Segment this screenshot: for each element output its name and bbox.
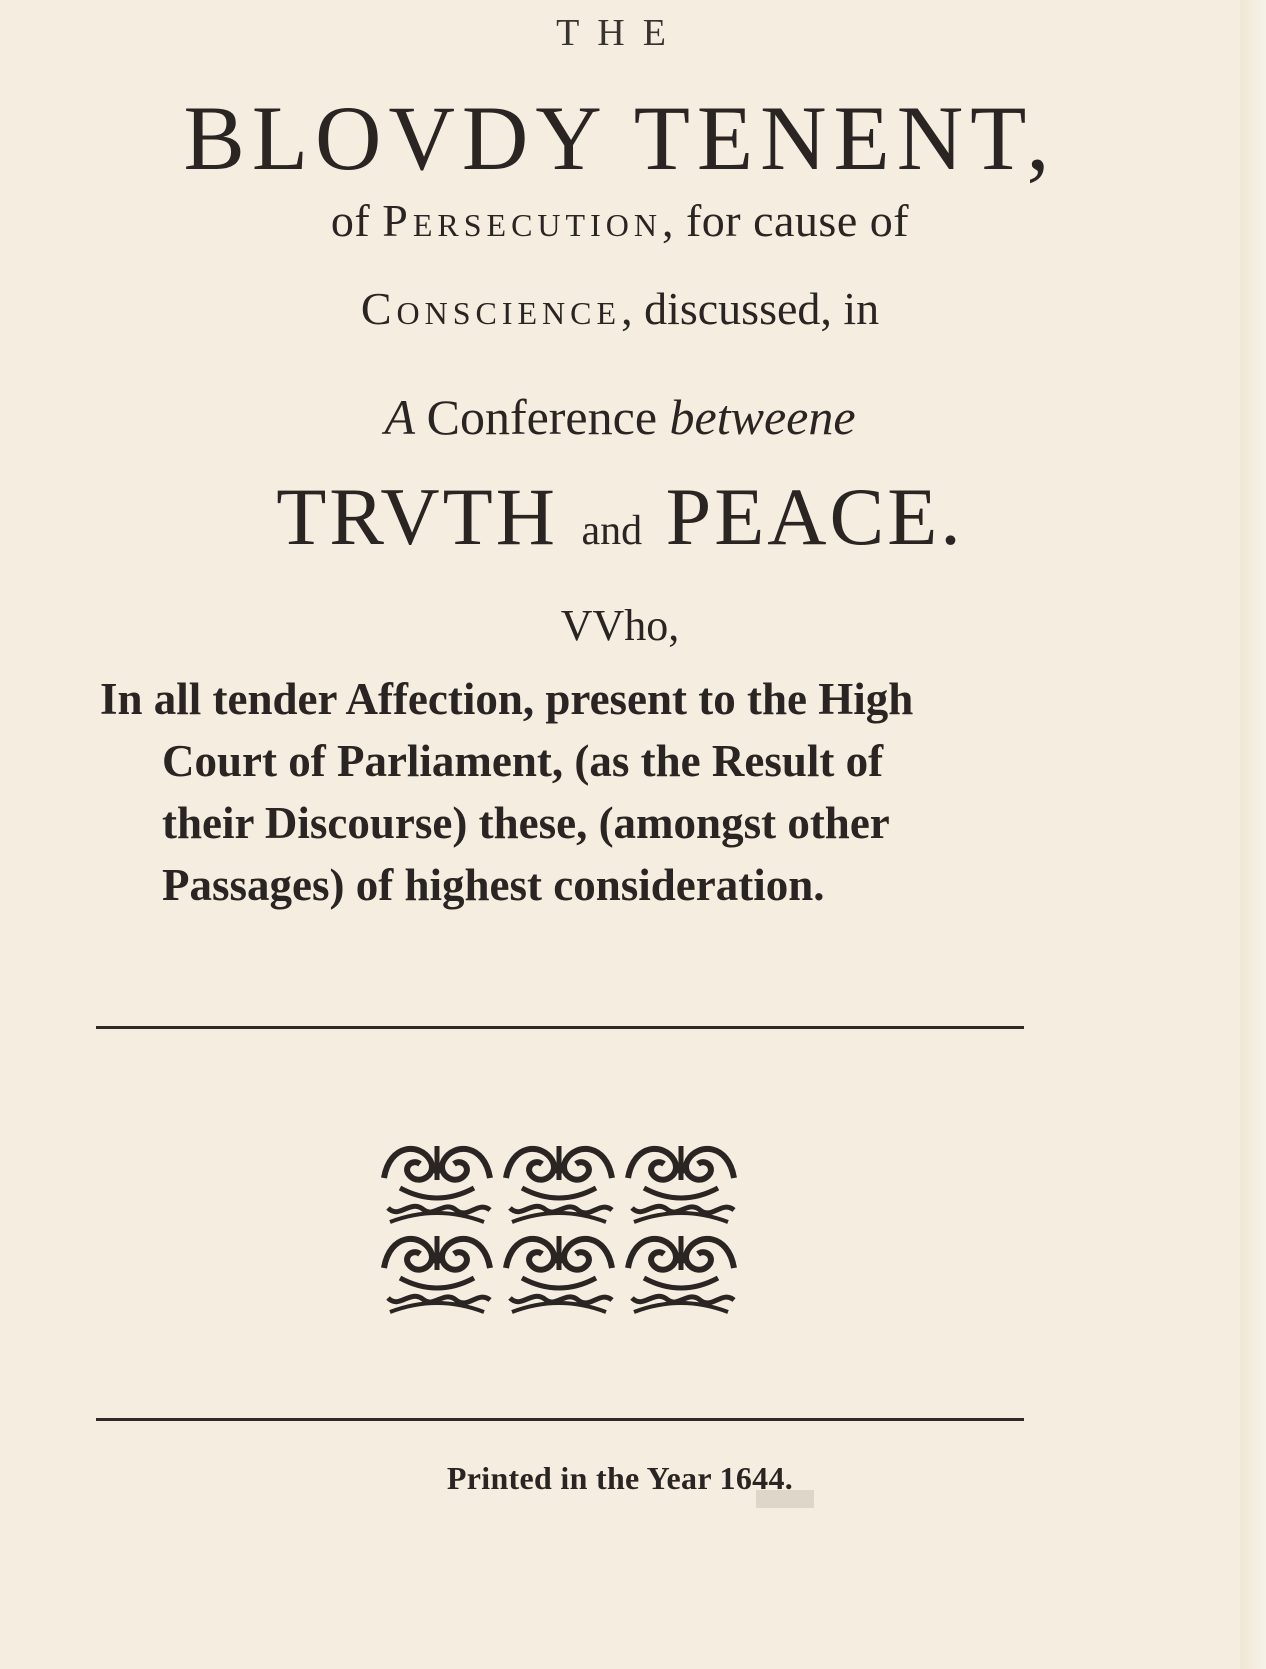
dedication-line-4: Passages) of highest consideration. <box>162 860 825 910</box>
top-rule <box>96 1026 1024 1029</box>
truth-and-peace-line <box>0 471 1240 562</box>
subtitle-of: of <box>330 195 383 246</box>
printers-ornament-icon <box>378 1138 743 1316</box>
dedication-line-1: In all tender Affection, present to the High <box>100 674 914 724</box>
subtitle-discussed-in: , discussed, in <box>621 283 880 334</box>
subtitle-line-conscience <box>0 283 1240 334</box>
dedication-paragraph <box>100 668 1060 916</box>
dedication-line-3: their Discourse) these, (amongst other <box>162 798 890 848</box>
subtitle-conscience: Conscience <box>360 283 622 334</box>
subtitle-line-conference <box>0 389 1240 445</box>
peace-word: PEACE. <box>642 471 964 562</box>
subtitle-persecution: Persecution <box>382 195 662 246</box>
main-title: BLOVDY TENENT, <box>183 87 1057 189</box>
subtitle-line-persecution <box>0 195 1240 246</box>
bottom-rule <box>96 1418 1024 1421</box>
subtitle-for-cause-of: , for cause of <box>661 195 910 246</box>
ink-smudge <box>756 1490 814 1508</box>
subtitle-betweene: betweene <box>657 389 856 445</box>
header-the: THE <box>556 12 684 54</box>
and-word: and <box>581 508 643 554</box>
subtitle-a: A <box>384 389 427 445</box>
who-line: VVho, <box>560 601 680 650</box>
dedication-line-2: Court of Parliament, (as the Result of <box>162 736 884 786</box>
truth-word: TRVTH <box>276 471 582 562</box>
subtitle-conference: Conference <box>426 389 658 445</box>
imprint-line: Printed in the Year 1644. <box>446 1460 794 1496</box>
page-edge <box>1240 0 1266 1669</box>
